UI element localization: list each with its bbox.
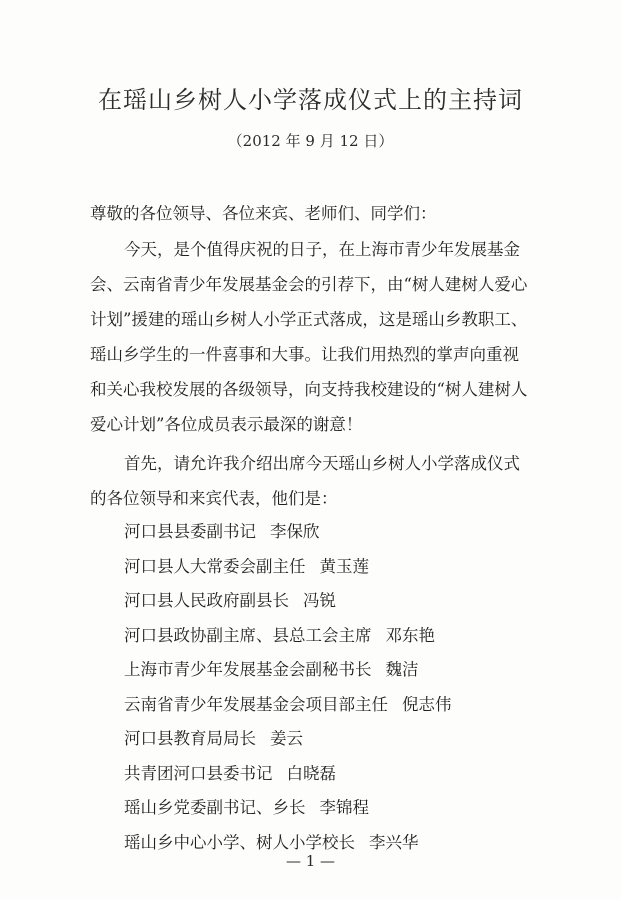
salutation: 尊敬的各位领导、各位来宾、老师们、同学们：	[90, 204, 437, 223]
guest-title: 瑶山乡中心小学、树人小学校长	[124, 832, 355, 852]
guest-item	[124, 791, 452, 826]
guest-name: 李兴华	[369, 832, 419, 852]
guest-name: 魏洁	[385, 660, 419, 679]
guest-name: 邓东艳	[385, 625, 435, 645]
guest-name: 姜云	[270, 729, 303, 748]
paragraph-2-line: 的各位领导和来宾代表，他们是：	[90, 489, 338, 508]
guest-title: 河口县人民政府副县长	[124, 591, 289, 610]
guest-name: 李保欣	[270, 522, 320, 541]
paragraph-1-line: 计划”援建的瑶山乡树人小学正式落成，这是瑶山乡教职工、	[90, 310, 528, 329]
paragraph-1-line: 今天，是个值得庆祝的日子，在上海市青少年发展基金	[124, 240, 520, 259]
guest-item	[124, 550, 452, 585]
guest-title: 上海市青少年发展基金会副秘书长	[124, 660, 372, 679]
document-title: 在瑶山乡树人小学落成仪式上的主持词	[98, 86, 523, 114]
guest-title: 河口县教育局局长	[124, 729, 256, 748]
guest-title: 瑶山乡党委副书记、乡长	[124, 798, 306, 817]
guest-item	[124, 653, 452, 688]
guest-title: 河口县人大常委会副主任	[124, 556, 306, 576]
guest-name: 黄玉莲	[319, 556, 369, 576]
guest-item	[124, 722, 452, 757]
guest-item	[124, 688, 452, 723]
guest-title: 河口县政协副主席、县总工会主席	[124, 625, 372, 645]
guest-title: 云南省青少年发展基金会项目部主任	[124, 694, 388, 714]
guest-title: 共青团河口县委书记	[124, 763, 273, 783]
guest-item	[124, 584, 452, 619]
guest-name: 李锦程	[319, 798, 369, 817]
paragraph-2-line: 首先，请允许我介绍出席今天瑶山乡树人小学落成仪式	[124, 454, 520, 473]
guest-item	[124, 515, 452, 550]
document-date: （2012 年 9 月 12 日）	[227, 132, 394, 150]
paragraph-1-line: 和关心我校发展的各级领导，向支持我校建设的“树人建树人	[90, 380, 528, 399]
paragraph-1-line: 爱心计划”各位成员表示最深的谢意！	[90, 415, 363, 434]
guest-item	[124, 757, 452, 792]
guest-list	[124, 515, 452, 860]
guest-name: 冯锐	[303, 591, 336, 610]
page-number: — 1 —	[285, 852, 336, 870]
paragraph-1-line: 瑶山乡学生的一件喜事和大事。让我们用热烈的掌声向重视	[90, 345, 519, 364]
guest-name: 白晓磊	[286, 763, 336, 783]
paragraph-1-line: 会、云南省青少年发展基金会的引荐下，由“树人建树人爱心	[90, 275, 528, 294]
guest-name: 倪志伟	[402, 694, 452, 714]
guest-item	[124, 619, 452, 654]
guest-title: 河口县县委副书记	[124, 522, 256, 541]
